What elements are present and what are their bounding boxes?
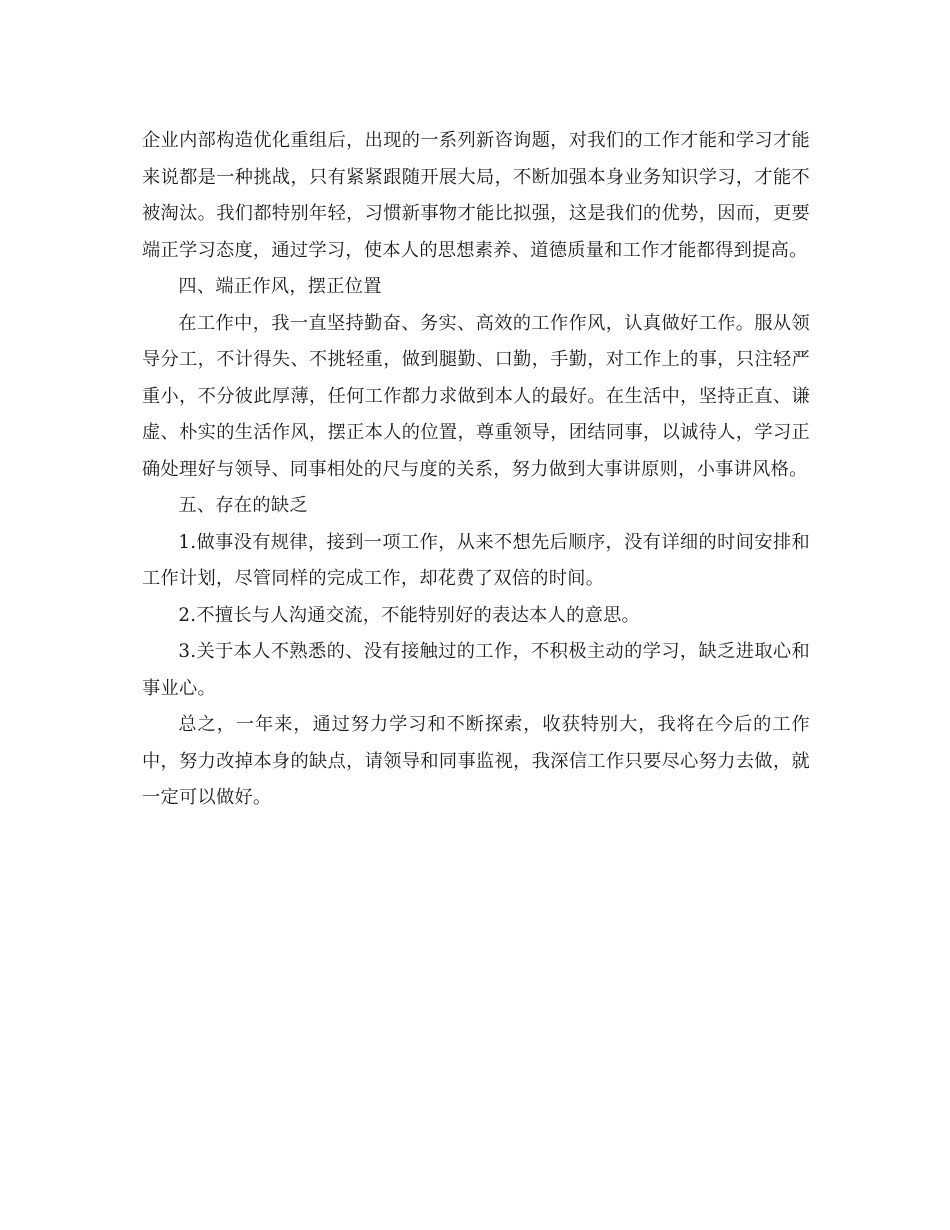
document-body [142,123,810,817]
list-item-shortcoming-1: 1.做事没有规律，接到一项工作，从来不想先后顺序，没有详细的时间安排和工作计划，尽管同样的完成工作，却花费了双倍的时间。 [142,531,810,589]
paragraph-work-style: 在工作中，我一直坚持勤奋、务实、高效的工作作风，认真做好工作。服从领导分工，不计得失、不挑轻重，做到腿勤、口勤，手勤，对工作上的事，只注轻严重小，不分彼此厚薄，任何工作都力求做到本人的最好。在生活中，坚持正直、谦虚、朴实的生活作风，摆正本人的位置，尊重领导，团结同事，以诚待人，学习正确处理好与领导、同事相处的尺与度的关系，努力做到大事讲原则，小事讲风格。 [142,312,810,480]
list-item-shortcoming-2: 2.不擅长与人沟通交流，不能特别好的表达本人的意思。 [178,604,641,626]
section-heading-shortcomings: 五、存在的缺乏 [178,495,308,516]
paragraph-continuation: 企业内部构造优化重组后，出现的一系列新咨询题，对我们的工作才能和学习才能来说都是一种挑战，只有紧紧跟随开展大局，不断加强本身业务知识学习，才能不被淘汰。我们都特别年轻，习惯新事物才能比拟强，这是我们的优势，因而，更要端正学习态度，通过学习，使本人的思想素养、道德质量和工作才能都得到提高。 [142,130,810,261]
section-heading-work-style: 四、端正作风，摆正位置 [178,276,382,297]
list-item-shortcoming-3: 3.关于本人不熟悉的、没有接触过的工作，不积极主动的学习，缺乏进取心和事业心。 [142,641,810,699]
paragraph-conclusion: 总之，一年来，通过努力学习和不断探索，收获特别大，我将在今后的工作中，努力改掉本身的缺点，请领导和同事监视，我深信工作只要尽心努力去做，就一定可以做好。 [142,714,810,808]
